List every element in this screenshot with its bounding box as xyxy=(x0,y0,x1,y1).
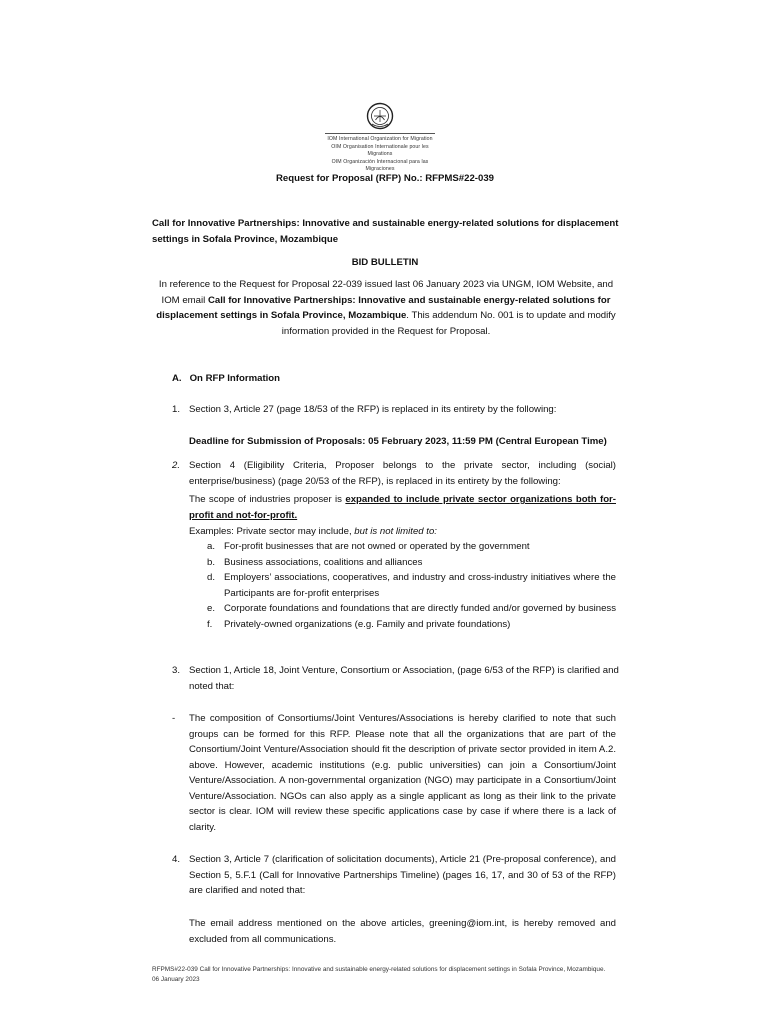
list-item xyxy=(189,555,616,571)
list-item xyxy=(189,539,616,555)
bullet-dash: - xyxy=(172,713,176,724)
email-removal-paragraph: The email address mentioned on the above articles, greening@iom.int, is hereby removed and excluded from all communications. xyxy=(189,918,616,945)
examples-line xyxy=(189,524,616,540)
private-sector-list xyxy=(189,539,616,632)
scope-text-bold: expanded to include private sector organizations both for-profit and not-for-profit. xyxy=(189,494,616,521)
bid-bulletin-heading: BID BULLETIN xyxy=(351,257,419,268)
list-item xyxy=(189,570,616,601)
section-a-title: On RFP Information xyxy=(189,373,281,384)
logo-line-2: OIM Organisation Internationale pour les Migrations xyxy=(331,143,429,158)
section-a-label: A. xyxy=(172,373,182,384)
list-text: For-profit businesses that are not owned or operated by the government xyxy=(224,541,530,552)
logo-divider xyxy=(325,133,435,134)
page-footer: RFPMS#22-039 Call for Innovative Partnerships: Innovative and sustainable energy-related solutions for displacement settings in Sofala Province, Mozambique. 06 January 2023 xyxy=(152,966,606,983)
item-3-text: Section 1, Article 18, Joint Venture, Consortium or Association, (page 6/53 of the RFP) is clarified and noted that: xyxy=(189,665,619,692)
consortium-paragraph: The composition of Consortiums/Joint Ventures/Associations is hereby clarified to note that such groups can be formed for this RFP. Please note that all the organizations that are part of the Consortium/Joint Venture/Association should fit the description of private sector provided in item A.2. above. However, academic institutions (e.g. public universities) can join a Consortium/Joint Venture/Association. A non-governmental organization (NGO) may participate in a Consortium/Joint Venture/Association. NGOs can also apply as a single applicant as long as their link to the private sector is clear. IOM will review these specific applications case by case if where there is a lack of clarity. xyxy=(189,713,616,833)
item-4-number: 4. xyxy=(172,854,181,865)
examples-italic: but is not limited to: xyxy=(354,526,437,537)
iom-logo xyxy=(320,102,440,174)
item-4-text: Section 3, Article 7 (clarification of solicitation documents), Article 21 (Pre-proposal conference), and Section 5, 5.F.1 (Call for Innovative Partnerships Timeline) (pages 16, 17, and 30 of 53 of the RFP) are clarified and noted that: xyxy=(189,854,616,897)
item-2-text: Section 4 (Eligibility Criteria, Proposer belongs to the private sector, including (social) enterprise/business) (page 20/53 of the RFP), is replaced in its entirety by the following: xyxy=(189,460,616,487)
list-text: Corporate foundations and foundations that are directly funded and/or governed by business xyxy=(224,603,617,615)
call-title: Call for Innovative Partnerships: Innovative and sustainable energy-related solutions for displacement settings in Sofala Province, Mozambique xyxy=(152,218,619,245)
list-item xyxy=(189,617,616,633)
list-letter: f. xyxy=(207,618,213,630)
examples-text: Examples: Private sector may include, xyxy=(189,526,355,537)
list-letter: e. xyxy=(207,603,216,615)
list-text: Business associations, coalitions and alliances xyxy=(224,556,423,568)
intro-text-1: In reference to the Request for Proposal 22-039 issued last 06 January 2023 via UNGM, IOM Website, and IOM email xyxy=(158,279,614,306)
item-2-number: 2. xyxy=(172,460,181,471)
list-letter: a. xyxy=(207,541,216,552)
list-letter: d. xyxy=(207,572,216,584)
intro-text-bold: Call for Innovative Partnerships: Innovative and sustainable energy-related solutions for displacement settings in Sofala Province, Mozambique xyxy=(156,294,611,322)
scope-text: The scope of industries proposer is xyxy=(189,494,346,505)
list-letter: b. xyxy=(207,556,216,568)
deadline-text: Deadline for Submission of Proposals: 05 February 2023, 11:59 PM (Central European Time) xyxy=(189,436,607,447)
rfp-title: Request for Proposal (RFP) No.: RFPMS#22-039 xyxy=(275,173,495,184)
item-1-number: 1. xyxy=(172,404,181,415)
item-1-text: Section 3, Article 27 (page 18/53 of the RFP) is replaced in its entirety by the following: xyxy=(189,404,557,415)
logo-line-3: OIM Organización Internacional para las Migraciones xyxy=(331,158,429,173)
list-text: Privately-owned organizations (e.g. Family and private foundations) xyxy=(224,618,511,630)
list-text: Employers’ associations, cooperatives, and industry and cross-industry initiatives where the Participants are for-profit enterprises xyxy=(224,572,616,599)
intro-paragraph xyxy=(156,277,616,339)
logo-text xyxy=(320,136,440,174)
iom-emblem-icon xyxy=(366,102,394,130)
item-3-number: 3. xyxy=(172,665,181,676)
logo-line-1: IOM International Organization for Migration xyxy=(327,136,433,142)
intro-text-2: . This addendum No. 001 is to update and modify information provided in the Request for Proposal. xyxy=(281,310,616,337)
section-a-heading xyxy=(172,371,280,387)
list-item xyxy=(189,601,616,617)
scope-paragraph xyxy=(189,492,616,523)
